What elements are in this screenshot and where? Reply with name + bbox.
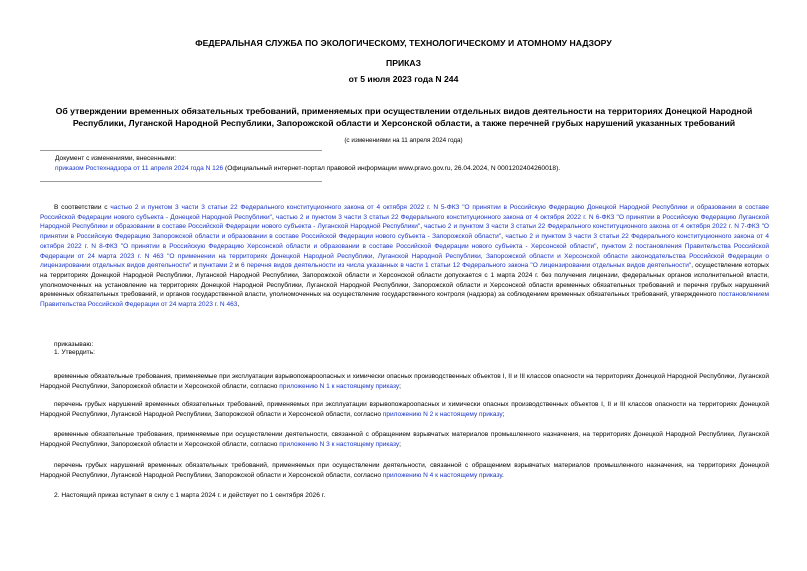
preamble-text: и [191, 262, 200, 270]
preamble-text: , [501, 233, 506, 241]
preamble-text: В соответствии с [54, 204, 111, 211]
item-1-label: 1. Утвердить: [54, 349, 95, 356]
amendments-source-text: (Официальный интернет-портал правовой информации www.pravo.gov.ru, 26.04.2024, N 0001202404260018). [223, 165, 561, 172]
amending-order-link[interactable]: приказом Ростехнадзора от 11 апреля 2024 года N 126 [55, 165, 224, 172]
law-5fkz-link[interactable]: частью 2 и пунктом 3 части 3 статьи 22 Федерального конституционного закона от 4 октября 2022 г. N 5-ФКЗ "О принятии в Российскую Федерацию Донецкой Народной Республики и образовании в составе Российской Федерации нового субъекта - Донецкой Народной Республики" [40, 204, 769, 221]
approval-end: ; [399, 382, 401, 390]
resolution-463-approval-link[interactable]: постановлением Правительства Российской Федерации от 24 марта 2023 г. N 463 [40, 291, 769, 309]
preamble-text: , [596, 242, 602, 250]
preamble-text: , [271, 213, 277, 221]
approval-text: временные обязательные требования, применяемые при осуществлении деятельности, связанной с обращением взрывчатых материалов промышленного назначения, на территориях Донецкой Народной Республики, Луганской Народной Республики, Запорожской области и Херсонской области, согласно [40, 431, 769, 448]
approval-end: . [502, 471, 504, 479]
law-7fkz-link[interactable]: частью 2 и пунктом 3 части 3 статьи 22 Федерального конституционного закона от 4 октября 2022 г. N 7-ФКЗ "О принятии в Российскую Федерацию Запорожской области и образовании в составе Российской Федерации нового субъекта - Запорожской области" [40, 223, 769, 241]
approval-item-2 [40, 400, 769, 419]
appendix-3-link[interactable]: приложению N 3 к настоящему приказу [279, 440, 400, 448]
appendix-2-link[interactable]: приложению N 2 к настоящему приказу [382, 410, 503, 418]
law-8fkz-link[interactable]: частью 2 и пунктом 3 части 3 статьи 22 Федерального конституционного закона от 4 октября 2022 г. N 8-ФКЗ "О принятии в Российскую Федерацию Херсонской области и образовании в составе Российской Федерации нового субъекта - Херсонской области" [40, 233, 769, 250]
approval-item-4 [40, 461, 769, 480]
approval-end: ; [399, 440, 401, 448]
approval-text: перечень грубых нарушений временных обязательных требований, применяемых при осуществлении деятельности, связанной с обращением взрывчатых материалов промышленного назначения, на территориях Донецкой Народной Республики, Луганской Народной Республики, Запорожской области и Херсонской области, согласно [40, 462, 769, 479]
document-type: ПРИКАЗ [386, 58, 421, 68]
preamble-text: и [233, 262, 241, 270]
preamble-text: , утвержденного [667, 291, 719, 299]
approval-end: ; [502, 410, 505, 418]
preamble-text: , [237, 301, 240, 309]
approval-text: перечень грубых нарушений временных обязательных требований, применяемых при эксплуатации взрывопожароопасных и химически опасных производственных объектов I, II и III классов опасности на территориях Донецкой Народной Республики, Луганской Народной Республики, Запорожской области и Херсонской области, согласно [40, 401, 769, 418]
amendments-source [55, 164, 560, 174]
order-intro: приказываю: [54, 341, 94, 348]
approval-text: временные обязательные требования, применяемые при эксплуатации взрывопожароопасных и химически опасных производственных объектов I, II и III классов опасности на территориях Донецкой Народной Республики, Луганской Народной Республики, Запорожской области и Херсонской области, согласно [40, 373, 769, 390]
law-6fkz-link[interactable]: частью 2 и пунктом 3 части 3 статьи 22 Федерального конституционного закона от 4 октября 2022 г. N 6-ФКЗ "О принятии в Российскую Федерацию Луганской Народной Республики и образовании в составе Российской Федерации нового субъекта - Луганской Народной Республики" [40, 213, 769, 231]
amendments-note [55, 154, 560, 174]
agency-name: ФЕДЕРАЛЬНАЯ СЛУЖБА ПО ЭКОЛОГИЧЕСКОМУ, ТЕХНОЛОГИЧЕСКОМУ И АТОМНОМУ НАДЗОРУ [195, 38, 612, 48]
divider-top [40, 150, 322, 151]
approval-item-1 [40, 372, 769, 391]
amendments-heading: Документ с изменениями, внесенными: [55, 155, 177, 162]
revision-note: (с изменениями на 11 апреля 2024 года) [344, 137, 463, 144]
preamble-text: , осуществление которых на территориях Донецкой Народной Республики, Луганской Народной Республики, Запорожской области и Херсонской области допускается с 1 марта 2024 г. без получения лицензии, федеральных органов исполнительной власти, уполномоченных на установление на территориях Донецкой Народной Республики, Луганской Народной Республики, Запорожской области и Херсонской области временных обязательных требований и перечня грубых нарушений временных обязательных требований, и органов государственной власти, уполномоченных на осуществление государственного контроля (надзора) за соблюдением временных обязательных требований [40, 262, 770, 299]
points-2-link[interactable]: пунктами 2 [199, 262, 234, 270]
item-2-effective-date: 2. Настоящий приказ вступает в силу с 1 марта 2024 г. и действует по 1 сентября 2026 г. [54, 492, 326, 499]
divider-bottom [40, 181, 322, 182]
preamble-paragraph [40, 203, 769, 310]
preamble-text: , [420, 223, 425, 231]
document-date: от 5 июля 2023 года N 244 [348, 74, 459, 84]
document-title: Об утверждении временных обязательных требований, применяемых при осуществлении отдельных видов деятельности на территориях Донецкой Народной Республики, Луганской Народной Республики, Запорожской области и Херсонской области, а также перечней грубых нарушений указанных требований [55, 106, 753, 128]
activities-list-link[interactable]: 6 перечня видов деятельности из числа указанных в части 1 статьи 12 Федерального закона "О лицензировании отдельных видов деятельности" [240, 262, 692, 270]
appendix-4-link[interactable]: приложению N 4 к настоящему приказу [382, 471, 503, 479]
appendix-1-link[interactable]: приложению N 1 к настоящему приказу [279, 382, 400, 390]
resolution-463-link[interactable]: пунктом 2 постановления Правительства Российской Федерации от 24 марта 2023 г. N 463 "О применении на территориях Донецкой Народной Республики, Луганской Народной Республики, Запорожской области и Херсонской области законодательства Российской Федерации о лицензировании отдельных видов деятельности" [40, 242, 769, 270]
approval-item-3 [40, 430, 769, 449]
